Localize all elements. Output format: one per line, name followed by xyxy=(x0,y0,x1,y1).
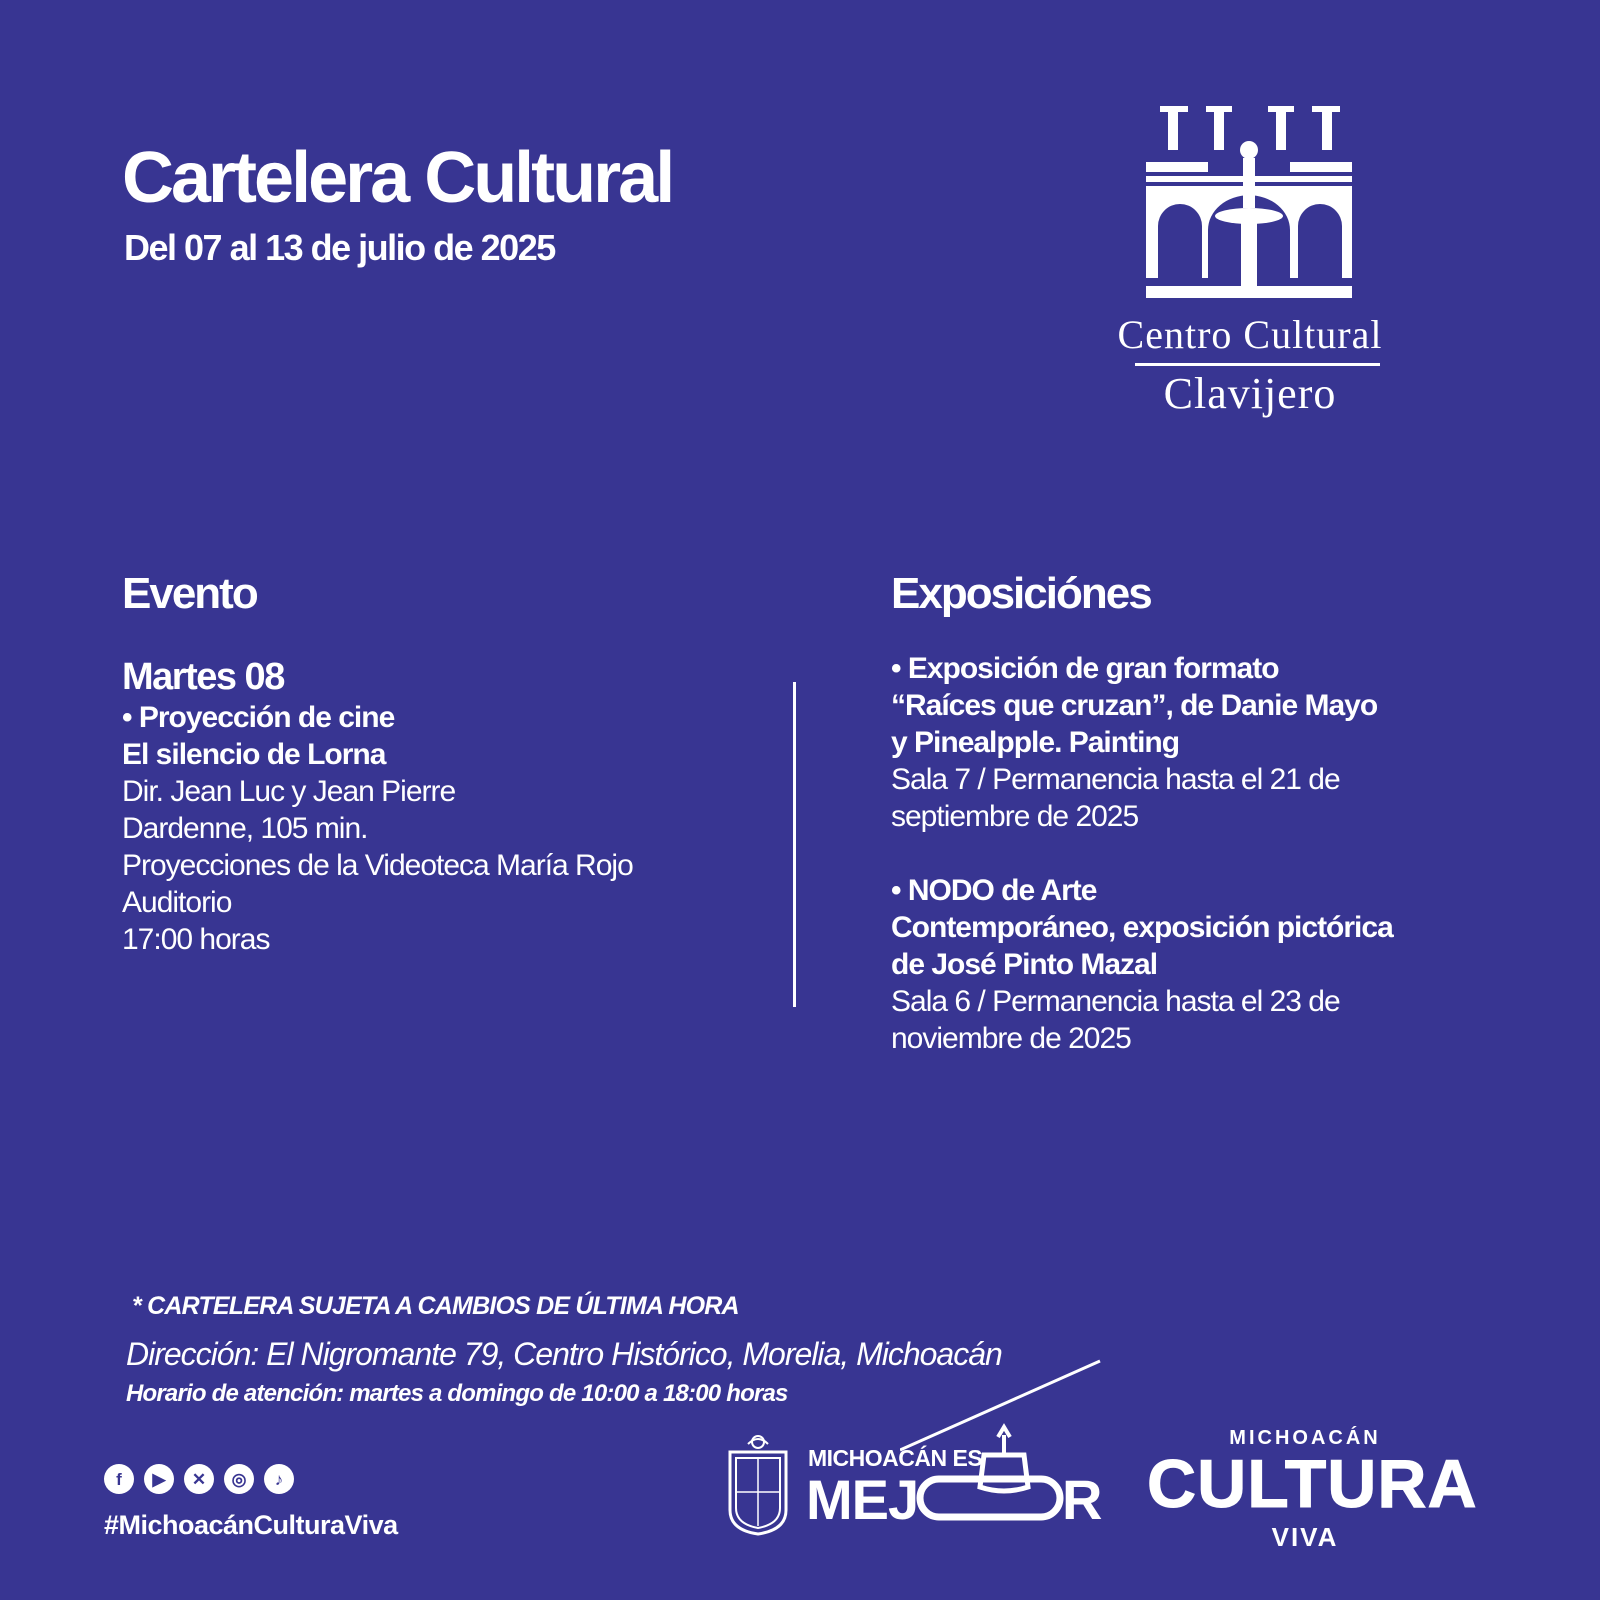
exhibition-item xyxy=(891,650,1511,835)
date-range: Del 07 al 13 de julio de 2025 xyxy=(124,227,555,268)
event-detail-line: Auditorio xyxy=(122,886,232,919)
x-icon[interactable]: ✕ xyxy=(184,1464,214,1494)
exposiciones-heading: Exposiciónes xyxy=(891,569,1151,618)
mx-logo-big-text: MEJ xyxy=(806,1468,919,1531)
cv-logo-top: MICHOACÁN xyxy=(1229,1427,1381,1449)
cv-logo-bottom: VIVA xyxy=(1271,1522,1339,1552)
event-detail-line: 17:00 horas xyxy=(122,923,270,956)
exhibition-title-line: y Pinealpple. Painting xyxy=(891,726,1180,759)
address: Dirección: El Nigromante 79, Centro Histórico, Morelia, Michoacán xyxy=(126,1336,1002,1372)
event-detail-line: Dardenne, 105 min. xyxy=(122,812,368,845)
schedule-notice: * CARTELERA SUJETA A CAMBIOS DE ÚLTIMA HORA xyxy=(132,1292,739,1320)
page-title: Cartelera Cultural xyxy=(122,138,673,218)
event-title-line: • Proyección de cine xyxy=(122,701,395,734)
hashtag: #MichoacánCulturaViva xyxy=(104,1510,398,1540)
exhibition-detail-line: septiembre de 2025 xyxy=(891,800,1139,833)
state-shield-icon xyxy=(726,1432,790,1536)
mx-logo-small-text: MICHOACÁN ES xyxy=(808,1445,983,1471)
exhibition-title-line: Contemporáneo, exposición pictórica xyxy=(891,911,1393,944)
social-links xyxy=(104,1464,294,1494)
column-divider xyxy=(793,682,796,1007)
exhibition-title-line: “Raíces que cruzan”, de Danie Mayo xyxy=(891,689,1378,722)
exhibition-title-line: de José Pinto Mazal xyxy=(891,948,1158,981)
logo-name-line1: Centro Cultural xyxy=(1117,312,1383,357)
exhibition-detail-line: Sala 7 / Permanencia hasta el 21 de xyxy=(891,763,1340,796)
exposiciones-list xyxy=(891,650,1511,1094)
mx-logo-big-text: R xyxy=(1062,1468,1103,1531)
logo-divider xyxy=(1135,363,1380,366)
event-day: Martes 08 xyxy=(122,656,284,698)
event-detail-line: Dir. Jean Luc y Jean Pierre xyxy=(122,775,456,808)
facebook-icon[interactable]: f xyxy=(104,1464,134,1494)
opening-hours: Horario de atención: martes a domingo de 10:00 a 18:00 horas xyxy=(126,1380,788,1407)
exhibition-item xyxy=(891,872,1511,1057)
instagram-icon[interactable]: ◎ xyxy=(224,1464,254,1494)
exhibition-detail-line: Sala 6 / Permanencia hasta el 23 de xyxy=(891,985,1340,1018)
event-detail-line: Proyecciones de la Videoteca María Rojo xyxy=(122,849,633,882)
cv-logo-main: CULTURA xyxy=(1147,1446,1478,1522)
evento-heading: Evento xyxy=(122,569,257,618)
exhibition-detail-line: noviembre de 2025 xyxy=(891,1022,1131,1055)
event-title-line: El silencio de Lorna xyxy=(122,738,386,771)
exhibition-title-line: • Exposición de gran formato xyxy=(891,652,1279,685)
tiktok-icon[interactable]: ♪ xyxy=(264,1464,294,1494)
evento-details xyxy=(122,658,762,958)
youtube-icon[interactable]: ▶ xyxy=(144,1464,174,1494)
exhibition-title-line: • NODO de Arte xyxy=(891,874,1097,907)
logo-name-line2: Clavijero xyxy=(1163,369,1337,418)
